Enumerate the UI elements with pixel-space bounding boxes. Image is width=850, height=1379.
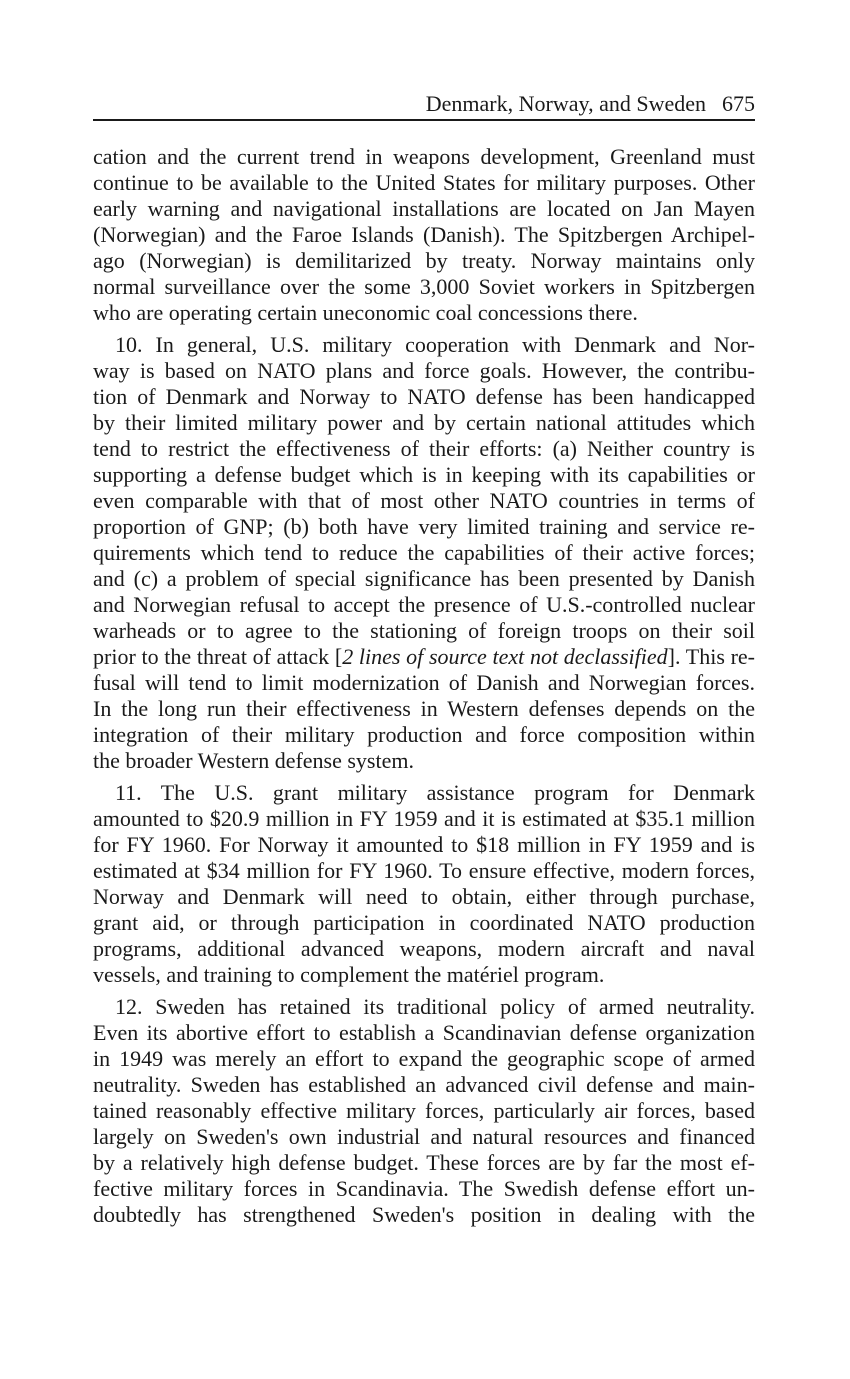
text-line: doubtedly has strengthened Sweden's position in dealing with the xyxy=(93,1202,755,1227)
text-line: 12. Sweden has retained its traditional policy of armed neutrality. xyxy=(115,994,755,1019)
text-line: neutrality. Sweden has established an advanced civil defense and main- xyxy=(93,1072,755,1097)
text-line: 11. The U.S. grant military assistance program for Denmark xyxy=(115,780,755,805)
text-line: cation and the current trend in weapons development, Greenland must xyxy=(93,144,755,169)
text-line: and (c) a problem of special significance has been presented by Danish xyxy=(93,566,755,591)
text-line: tained reasonably effective military forces, particularly air forces, based xyxy=(93,1098,755,1123)
text-line: the broader Western defense system. xyxy=(93,748,414,773)
editorial-note: 2 lines of source text not declassified xyxy=(342,644,668,669)
text-line: integration of their military production and force composition within xyxy=(93,722,755,747)
text-line: vessels, and training to complement the matériel program. xyxy=(93,962,605,987)
text-line: ago (Norwegian) is demilitarized by treaty. Norway maintains only xyxy=(93,248,755,273)
text-line: Norway and Denmark will need to obtain, either through purchase, xyxy=(93,884,755,909)
text-line: continue to be available to the United States for military purposes. Other xyxy=(93,170,755,195)
text-line xyxy=(93,644,755,670)
text-line: estimated at $34 million for FY 1960. To ensure effective, modern forces, xyxy=(93,858,755,883)
paragraph xyxy=(93,994,755,1228)
page-number: 675 xyxy=(722,91,755,116)
text-line: tion of Denmark and Norway to NATO defense has been handicapped xyxy=(93,384,755,409)
text-line: fective military forces in Scandinavia. The Swedish defense effort un- xyxy=(93,1176,755,1201)
text-line: quirements which tend to reduce the capabilities of their active forces; xyxy=(93,540,755,565)
text-line: normal surveillance over the some 3,000 Soviet workers in Spitzbergen xyxy=(93,274,755,299)
text-line: way is based on NATO plans and force goals. However, the contribu- xyxy=(93,358,755,383)
text-line: who are operating certain uneconomic coal concessions there. xyxy=(93,300,638,325)
paragraph xyxy=(93,144,755,326)
text-line: (Norwegian) and the Faroe Islands (Danish). The Spitzbergen Archipel- xyxy=(93,222,755,247)
text-line: by a relatively high defense budget. These forces are by far the most ef- xyxy=(93,1150,755,1175)
running-title: Denmark, Norway, and Sweden xyxy=(425,91,706,116)
text-fragment: prior to the threat of attack [ xyxy=(93,644,343,669)
text-line: fusal will tend to limit modernization of Danish and Norwegian forces. xyxy=(93,670,755,695)
text-line: amounted to $20.9 million in FY 1959 and it is estimated at $35.1 million xyxy=(93,806,755,831)
text-line: Even its abortive effort to establish a Scandinavian defense organization xyxy=(93,1020,755,1045)
text-line: largely on Sweden's own industrial and natural resources and financed xyxy=(93,1124,755,1149)
text-line: in 1949 was merely an effort to expand the geographic scope of armed xyxy=(93,1046,755,1071)
text-line: warheads or to agree to the stationing of foreign troops on their soil xyxy=(93,618,755,643)
text-line: even comparable with that of most other NATO countries in terms of xyxy=(93,488,755,513)
text-line: tend to restrict the effectiveness of their efforts: (a) Neither country is xyxy=(93,436,755,461)
text-line: 10. In general, U.S. military cooperation with Denmark and Nor- xyxy=(115,332,755,357)
text-line: grant aid, or through participation in coordinated NATO production xyxy=(93,910,755,935)
text-line: In the long run their effectiveness in Western defenses depends on the xyxy=(93,696,755,721)
text-fragment: ]. This re- xyxy=(667,644,755,669)
text-line: supporting a defense budget which is in keeping with its capabilities or xyxy=(93,462,755,487)
text-line: by their limited military power and by certain national attitudes which xyxy=(93,410,755,435)
text-line: for FY 1960. For Norway it amounted to $18 million in FY 1959 and is xyxy=(93,832,755,857)
text-line: and Norwegian refusal to accept the presence of U.S.-controlled nuclear xyxy=(93,592,755,617)
paragraph xyxy=(93,332,755,774)
text-line: proportion of GNP; (b) both have very limited training and service re- xyxy=(93,514,755,539)
page-body xyxy=(93,144,755,1228)
text-line: early warning and navigational installations are located on Jan Mayen xyxy=(93,196,755,221)
paragraph xyxy=(93,780,755,988)
header-rule xyxy=(93,119,755,121)
text-line: programs, additional advanced weapons, modern aircraft and naval xyxy=(93,936,755,961)
running-header xyxy=(93,90,755,118)
